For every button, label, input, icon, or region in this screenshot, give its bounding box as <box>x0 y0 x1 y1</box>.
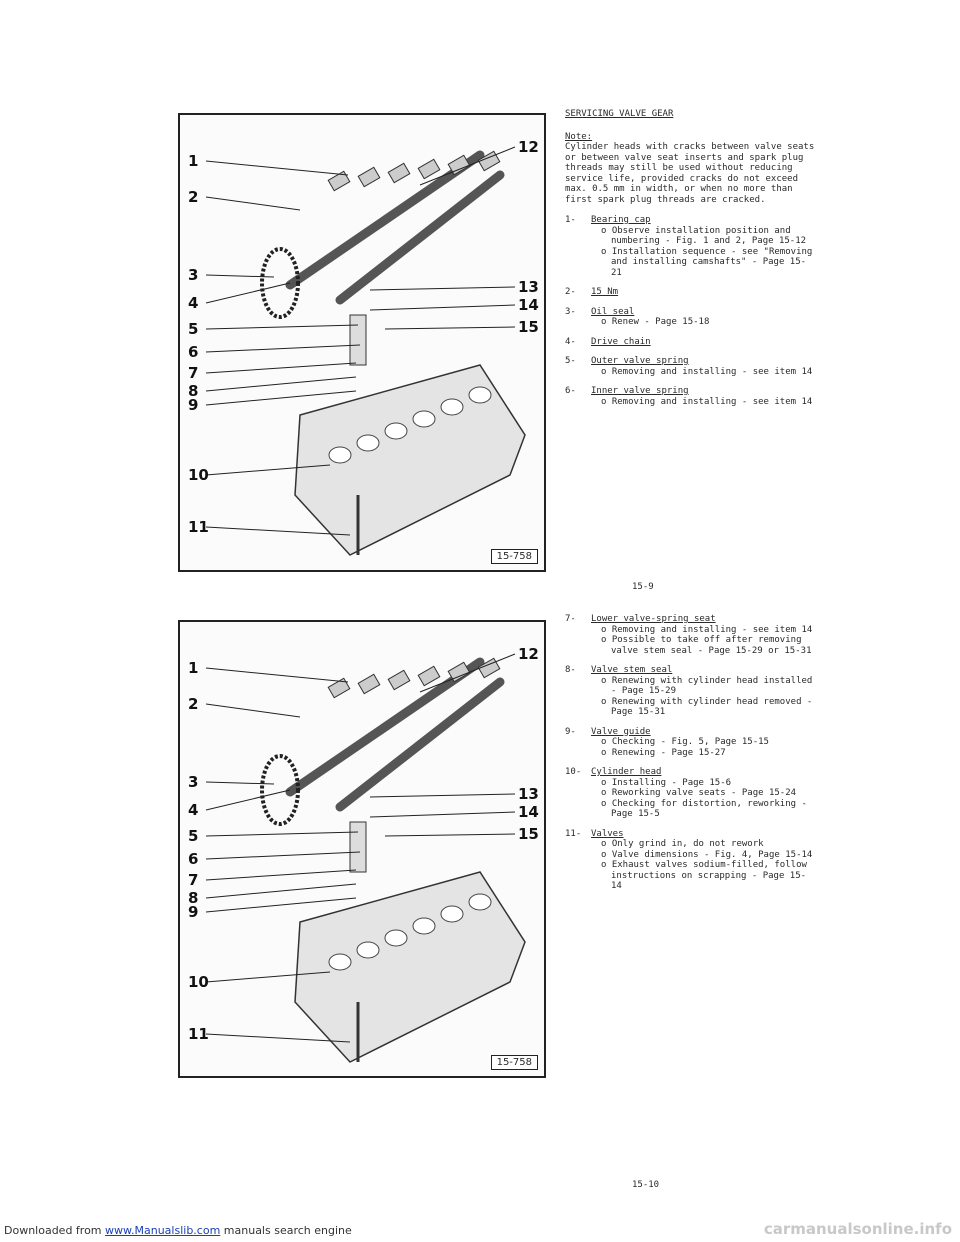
item-number: 4- <box>565 336 576 347</box>
leader-line <box>385 834 515 836</box>
item-number: 6- <box>565 386 576 396</box>
item-title: Drive chain <box>591 336 651 347</box>
item-detail: o Observe installation position and numbering - Fig. 1 and 2, Page 15-12 <box>601 225 807 246</box>
exploded-diagram-valve-gear <box>178 113 546 572</box>
item-detail: o Valve dimensions - Fig. 4, Page 15-14 <box>601 849 813 860</box>
item-number: 7- <box>565 614 576 624</box>
item-detail: o Installation sequence - see "Removing and installing camshafts" - Page 15-21 <box>601 246 813 278</box>
item-title: Valve stem seal <box>591 665 673 675</box>
callout-label: 4 <box>188 294 199 312</box>
valve-port-shape <box>357 942 379 958</box>
valve-port-shape <box>441 399 463 415</box>
leader-line <box>206 668 348 682</box>
leader-line <box>370 812 515 817</box>
item-title: 15 Nm <box>591 287 619 297</box>
callout-label: 9 <box>188 396 199 414</box>
callout-label: 15 <box>518 318 539 336</box>
leader-line <box>206 345 360 352</box>
valve-spring-shape <box>350 822 366 872</box>
item-detail: o Reworking valve seats - Page 15-24 <box>601 788 797 798</box>
valve-port-shape <box>469 387 491 403</box>
list-item <box>565 829 815 892</box>
item-detail: o Removing and installing - see item 14 <box>601 624 813 635</box>
callout-label: 11 <box>188 1025 209 1043</box>
leader-line <box>206 870 356 880</box>
bearing-cap-shape <box>388 163 410 182</box>
page-15-9-text <box>565 109 815 416</box>
bearing-cap-shape <box>418 159 440 178</box>
item-number: 10- <box>565 767 582 777</box>
list-item <box>565 307 815 328</box>
item-detail: o Removing and installing - see item 14 <box>601 396 813 407</box>
parts-list <box>565 614 815 892</box>
valve-port-shape <box>413 411 435 427</box>
list-item <box>565 386 815 407</box>
valve-port-shape <box>329 954 351 970</box>
callout-label: 3 <box>188 266 199 284</box>
item-detail: o Renew - Page 15-18 <box>601 317 710 327</box>
callout-label: 12 <box>518 138 539 156</box>
valve-port-shape <box>385 423 407 439</box>
valve-spring-shape <box>350 315 366 365</box>
leader-line <box>206 161 348 175</box>
valve-port-shape <box>329 447 351 463</box>
valve-gear-illustration <box>180 622 544 1076</box>
callout-label: 10 <box>188 466 209 484</box>
callout-label: 11 <box>188 518 209 536</box>
callout-label: 12 <box>518 645 539 663</box>
leader-line <box>206 377 356 391</box>
list-item <box>565 356 815 377</box>
valve-port-shape <box>385 930 407 946</box>
leader-line <box>206 832 358 836</box>
item-detail: o Installing - Page 15-6 <box>601 777 732 788</box>
leader-line <box>206 325 358 329</box>
leader-line <box>206 363 356 373</box>
bearing-cap-shape <box>418 666 440 685</box>
leader-line <box>206 704 300 717</box>
item-number: 3- <box>565 306 576 317</box>
callout-label: 3 <box>188 773 199 791</box>
item-number: 5- <box>565 356 576 366</box>
valve-port-shape <box>469 894 491 910</box>
leader-line <box>206 790 290 810</box>
callout-label: 4 <box>188 801 199 819</box>
footer-prefix: Downloaded from <box>4 1224 102 1237</box>
callout-label: 9 <box>188 903 199 921</box>
callout-label: 7 <box>188 871 199 889</box>
item-number: 8- <box>565 665 576 675</box>
callout-label: 14 <box>518 803 539 821</box>
item-title: Valves <box>591 828 624 839</box>
callout-label: 1 <box>188 659 199 677</box>
page-number: 15-10 <box>632 1180 660 1190</box>
item-number: 2- <box>565 287 576 297</box>
list-item <box>565 215 815 278</box>
item-title: Lower valve-spring seat <box>591 614 716 624</box>
callout-label: 13 <box>518 278 539 296</box>
item-detail: o Renewing with cylinder head installed - Page 15-29 <box>601 675 813 696</box>
callout-label: 15 <box>518 825 539 843</box>
item-number: 9- <box>565 726 576 737</box>
page-15-10-text <box>565 614 815 901</box>
figure-code: 15-758 <box>491 549 538 564</box>
leader-line <box>206 898 356 912</box>
callout-label: 7 <box>188 364 199 382</box>
item-detail: o Removing and installing - see item 14 <box>601 366 813 377</box>
valve-port-shape <box>357 435 379 451</box>
item-detail: o Checking for distortion, reworking - Page 15-5 <box>601 798 807 819</box>
leader-line <box>206 852 360 859</box>
item-detail: o Exhaust valves sodium-filled, follow instructions on scrapping - Page 15-14 <box>601 860 807 891</box>
note-label: Note: <box>565 131 593 142</box>
leader-line <box>206 283 290 303</box>
leader-line <box>206 391 356 405</box>
item-detail: o Renewing - Page 15-27 <box>601 747 726 758</box>
item-title: Valve guide <box>591 726 651 737</box>
callout-label: 2 <box>188 695 199 713</box>
callout-label: 13 <box>518 785 539 803</box>
item-title: Oil seal <box>591 306 635 317</box>
manualslib-link[interactable]: www.Manualslib.com <box>105 1224 221 1237</box>
callout-label: 2 <box>188 188 199 206</box>
bearing-cap-shape <box>358 674 380 693</box>
leader-line <box>370 287 515 290</box>
item-title: Bearing cap <box>591 215 651 225</box>
callout-label: 6 <box>188 850 199 868</box>
item-detail: o Possible to take off after removing valve stem seal - Page 15-29 or 15-31 <box>601 635 812 656</box>
callout-label: 10 <box>188 973 209 991</box>
bearing-cap-shape <box>358 167 380 186</box>
callout-label: 14 <box>518 296 539 314</box>
exploded-diagram-valve-gear <box>178 620 546 1078</box>
figure-code: 15-758 <box>491 1055 538 1070</box>
watermark: carmanualsonline.info <box>763 1220 952 1238</box>
section-heading: SERVICING VALVE GEAR <box>565 109 674 119</box>
valve-port-shape <box>441 906 463 922</box>
list-item <box>565 287 815 298</box>
parts-list <box>565 215 815 407</box>
item-detail: o Renewing with cylinder head removed - Page 15-31 <box>601 696 813 717</box>
leader-line <box>370 794 515 797</box>
list-item <box>565 337 815 348</box>
item-title: Outer valve spring <box>591 356 689 366</box>
leader-line <box>206 197 300 210</box>
list-item <box>565 727 815 759</box>
item-number: 1- <box>565 215 576 225</box>
leader-line <box>385 327 515 329</box>
page-number: 15-9 <box>632 582 654 592</box>
list-item <box>565 665 815 718</box>
callout-label: 1 <box>188 152 199 170</box>
item-detail: o Checking - Fig. 5, Page 15-15 <box>601 737 769 747</box>
bearing-cap-shape <box>388 670 410 689</box>
valve-gear-illustration <box>180 115 544 570</box>
leader-line <box>370 305 515 310</box>
callout-label: 6 <box>188 343 199 361</box>
callout-label: 5 <box>188 320 199 338</box>
item-detail: o Only grind in, do not rework <box>601 839 764 849</box>
item-title: Cylinder head <box>591 767 662 777</box>
item-title: Inner valve spring <box>591 386 689 396</box>
footer-suffix: manuals search engine <box>223 1224 352 1237</box>
note-text: Cylinder heads with cracks between valve seats or between valve seat inserts and spark plug threads may still be used without reducing service life, provided cracks do not exceed max. 0.5 mm in width, or when no more than first spark plug threads are cracked. <box>565 142 815 205</box>
footer <box>4 1220 956 1238</box>
leader-line <box>206 884 356 898</box>
list-item <box>565 767 815 820</box>
callout-label: 5 <box>188 827 199 845</box>
callout-label: 8 <box>188 889 199 907</box>
item-number: 11- <box>565 828 582 839</box>
valve-port-shape <box>413 918 435 934</box>
list-item <box>565 614 815 656</box>
callout-label: 8 <box>188 382 199 400</box>
